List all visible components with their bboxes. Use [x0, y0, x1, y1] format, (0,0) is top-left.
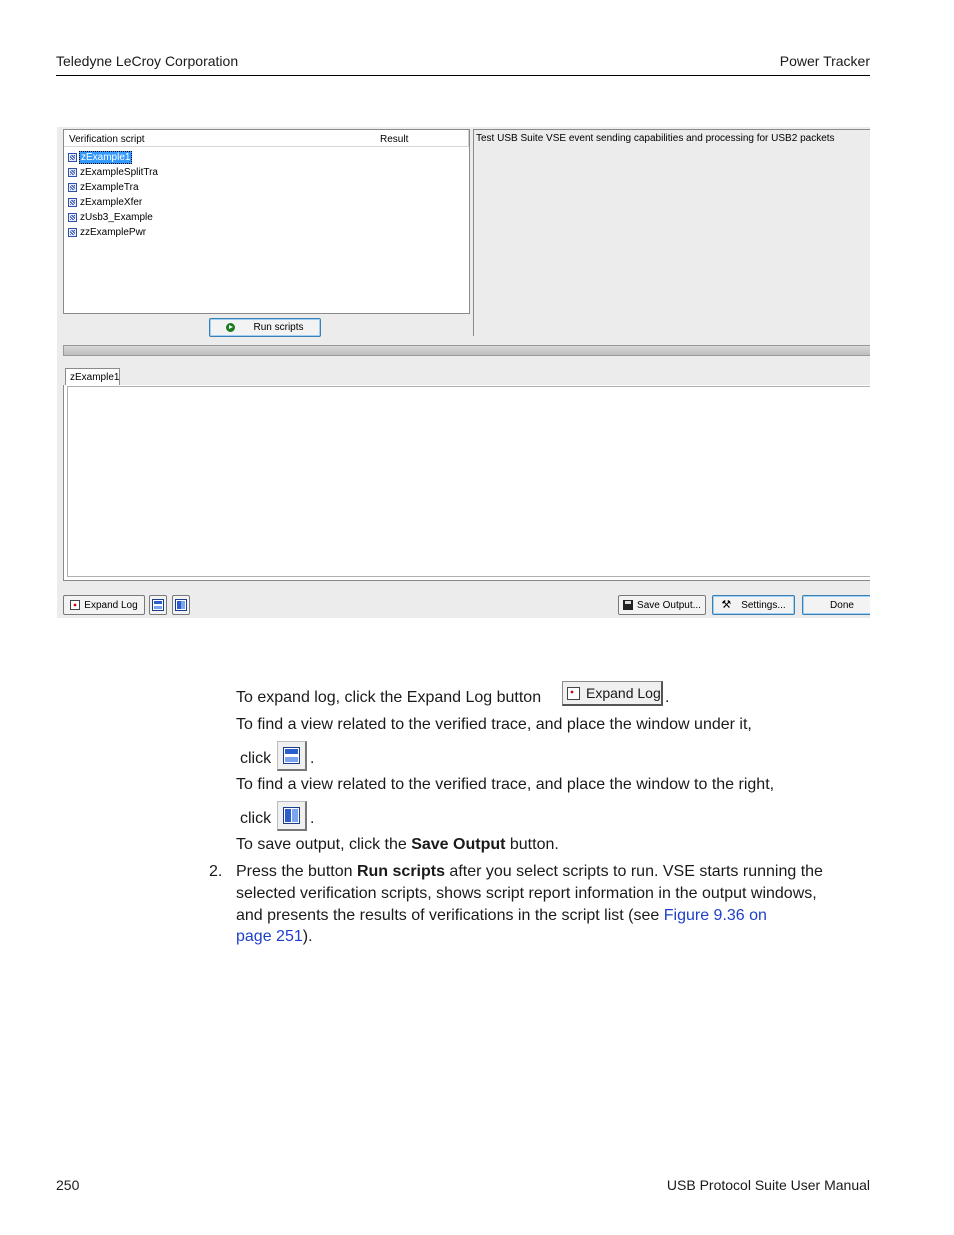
- window-right-inline-button: [277, 801, 307, 831]
- header-company: Teledyne LeCroy Corporation: [56, 53, 239, 69]
- expand-icon: [567, 687, 580, 700]
- expand-log-instruction: To expand log, click the Expand Log button: [236, 689, 542, 706]
- done-button[interactable]: Done: [802, 595, 870, 615]
- step-number: 2.: [209, 863, 223, 880]
- script-icon: [68, 198, 77, 207]
- script-item-zusb3-example[interactable]: zUsb3_Example: [68, 210, 159, 225]
- footer-title: USB Protocol Suite User Manual: [666, 1177, 870, 1193]
- expand-log-button[interactable]: Expand Log: [63, 595, 145, 615]
- script-item-zexampletra[interactable]: zExampleTra: [68, 180, 159, 195]
- expand-log-inline-button: Expand Log: [562, 681, 663, 706]
- page-number: 250: [56, 1177, 80, 1193]
- script-description-panel: [473, 129, 870, 336]
- script-icon: [68, 168, 77, 177]
- script-icon: [68, 228, 77, 237]
- figure-link[interactable]: Figure 9.36 on: [663, 907, 767, 924]
- tab-log-zexample1[interactable]: zExample1: [65, 368, 120, 386]
- progress-bar: [63, 345, 870, 356]
- header-rule: [56, 75, 870, 76]
- script-item-zexamplesplittra[interactable]: zExampleSplitTra: [68, 165, 159, 180]
- right-instruction: To find a view related to the verified trace, and place the window to the right,: [236, 776, 775, 793]
- step-line-3: and presents the results of verifications in the script list (see Figure 9.36 on: [236, 907, 767, 924]
- settings-button[interactable]: ⚒ Settings...: [712, 595, 795, 615]
- column-verification-script[interactable]: Verification script: [69, 134, 145, 145]
- save-output-instruction: To save output, click the Save Output button.: [236, 836, 559, 853]
- window-right-icon: [283, 807, 300, 824]
- click-label: click: [240, 810, 272, 827]
- output-log-area[interactable]: [67, 386, 870, 577]
- script-description: Test USB Suite VSE event sending capabilities and processing for USB2 packets: [476, 133, 835, 144]
- output-log[interactable]: [63, 385, 870, 581]
- window-right-icon: [175, 599, 187, 611]
- column-result[interactable]: Result: [380, 134, 409, 145]
- script-item-zexamplexfer[interactable]: zExampleXfer: [68, 195, 159, 210]
- script-item-zzexamplepwr[interactable]: zzExamplePwr: [68, 225, 159, 240]
- step-line-4: page 251).: [236, 928, 313, 945]
- click-label: click: [240, 750, 272, 767]
- tools-icon: ⚒: [721, 599, 732, 611]
- disk-icon: [623, 600, 633, 610]
- window-under-icon: [152, 599, 164, 611]
- window-under-icon: [283, 747, 300, 764]
- script-list[interactable]: [63, 129, 470, 314]
- vse-dialog-screenshot: [57, 127, 870, 618]
- script-icon: [68, 183, 77, 192]
- header-section: Power Tracker: [779, 53, 870, 69]
- under-instruction: To find a view related to the verified trace, and place the window under it,: [236, 716, 752, 733]
- play-icon: [226, 323, 235, 332]
- script-icon: [68, 213, 77, 222]
- script-list-header: [64, 130, 469, 147]
- place-window-right-button[interactable]: [172, 595, 190, 615]
- run-scripts-button[interactable]: Run scripts: [209, 318, 321, 337]
- page-link[interactable]: page 251: [236, 928, 303, 945]
- step-line-2: selected verification scripts, shows script report information in the output windows,: [236, 885, 817, 902]
- step-line-1: Press the button Run scripts after you select scripts to run. VSE starts running the: [236, 863, 823, 880]
- save-output-button[interactable]: Save Output...: [618, 595, 706, 615]
- window-under-inline-button: [277, 741, 307, 771]
- script-item-zexample1[interactable]: zExample1: [68, 150, 159, 165]
- expand-icon: [70, 600, 80, 610]
- script-icon: [68, 153, 77, 162]
- place-window-under-button[interactable]: [149, 595, 167, 615]
